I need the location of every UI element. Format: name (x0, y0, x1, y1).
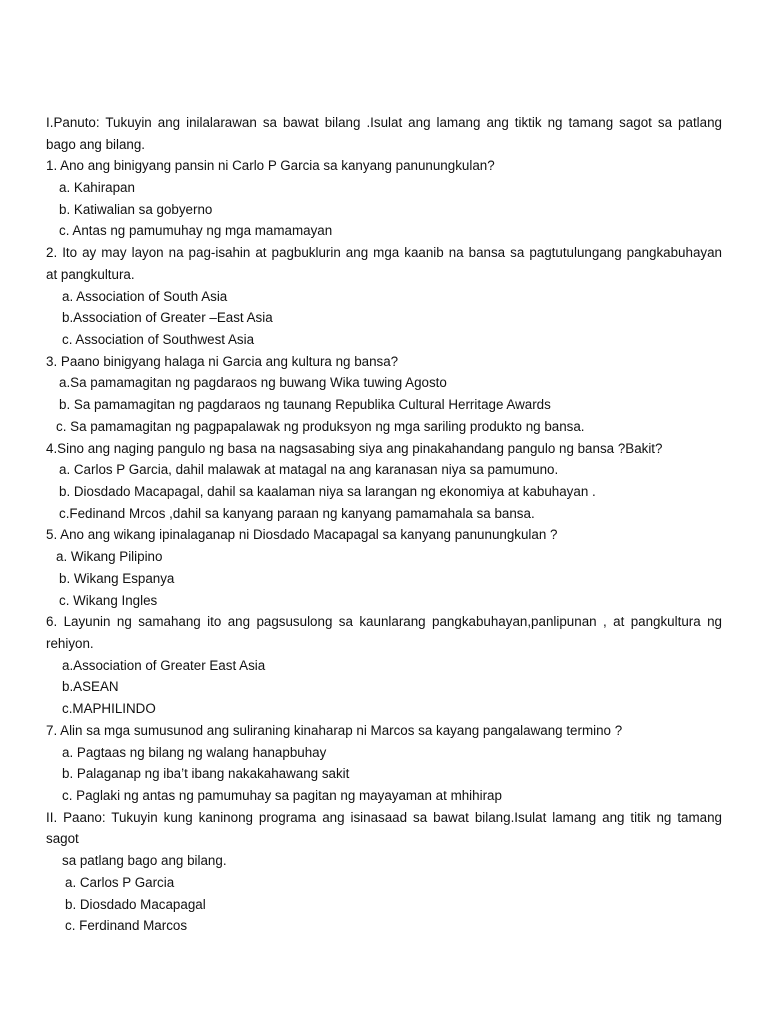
section2-choice-b: b. Diosdado Macapagal (65, 897, 206, 912)
question-5: 5. Ano ang wikang ipinalaganap ni Diosdado Macapagal sa kanyang panunungkulan ? (46, 527, 558, 542)
section2-choice-c: c. Ferdinand Marcos (65, 918, 188, 933)
question-3: 3. Paano binigyang halaga ni Garcia ang kultura ng bansa? (46, 354, 399, 369)
question-3-choice-a: a.Sa pamamagitan ng pagdaraos ng buwang Wika tuwing Agosto (59, 375, 447, 390)
section2-choice-a: a. Carlos P Garcia (65, 875, 175, 890)
section2-instruction-cont-2: sa patlang bago ang bilang. (62, 853, 227, 868)
question-4-choice-a: a. Carlos P Garcia, dahil malawak at matagal na ang karanasan niya sa pamumuno. (59, 462, 559, 477)
question-1-choice-c: c. Antas ng pamumuhay ng mga mamamayan (59, 223, 333, 238)
question-3-choice-c: c. Sa pamamagitan ng pagpapalawak ng produksyon ng mga sariling produkto ng bansa. (56, 419, 585, 434)
question-2-cont: at pangkultura. (46, 267, 135, 282)
question-6-choice-c: c.MAPHILINDO (62, 701, 156, 716)
question-2: 2. Ito ay may layon na pag-isahin at pagbuklurin ang mga kaanib na bansa sa pagtutulungang pangkabuhayan (46, 245, 722, 260)
question-7-choice-c: c. Paglaki ng antas ng pamumuhay sa pagitan ng mayayaman at mhihirap (62, 788, 502, 803)
question-6-cont: rehiyon. (46, 636, 94, 651)
question-5-choice-c: c. Wikang Ingles (59, 593, 158, 608)
question-6: 6. Layunin ng samahang ito ang pagsusulong sa kaunlarang pangkabuhayan,panlipunan , at pangkultura ng (46, 614, 722, 629)
question-3-choice-b: b. Sa pamamagitan ng pagdaraos ng taunang Republika Cultural Herritage Awards (59, 397, 551, 412)
question-4-choice-b: b. Diosdado Macapagal, dahil sa kaalaman niya sa larangan ng ekonomiya at kabuhayan . (59, 484, 596, 499)
question-6-choice-a: a.Association of Greater East Asia (62, 658, 266, 673)
section2-instruction-cont: sagot (46, 831, 79, 846)
question-6-choice-b: b.ASEAN (62, 679, 119, 694)
section1-instruction-cont: bago ang bilang. (46, 137, 146, 152)
question-2-choice-a: a. Association of South Asia (62, 289, 228, 304)
question-4-choice-c: c.Fedinand Mrcos ,dahil sa kanyang paraan ng kanyang pamamahala sa bansa. (59, 506, 535, 521)
question-2-choice-b: b.Association of Greater –East Asia (62, 310, 273, 325)
question-7: 7. Alin sa mga sumusunod ang suliraning kinaharap ni Marcos sa kayang pangalawang termino ? (46, 723, 623, 738)
question-1-choice-a: a. Kahirapan (59, 180, 135, 195)
question-5-choice-a: a. Wikang Pilipino (56, 549, 163, 564)
question-2-choice-c: c. Association of Southwest Asia (62, 332, 255, 347)
question-7-choice-b: b. Palaganap ng iba’t ibang nakakahawang sakit (62, 766, 350, 781)
question-4: 4.Sino ang naging pangulo ng basa na nagsasabing siya ang pinakahandang pangulo ng bansa ?Bakit? (46, 441, 663, 456)
section1-instruction: I.Panuto: Tukuyin ang inilalarawan sa bawat bilang .Isulat ang lamang ang tiktik ng tamang sagot sa patlang (46, 115, 722, 130)
section2-instruction: II. Paano: Tukuyin kung kaninong programa ang isinasaad sa bawat bilang.Isulat lamang ang titik ng tamang (46, 810, 722, 825)
question-1-choice-b: b. Katiwalian sa gobyerno (59, 202, 213, 217)
question-5-choice-b: b. Wikang Espanya (59, 571, 175, 586)
question-7-choice-a: a. Pagtaas ng bilang ng walang hanapbuhay (62, 745, 327, 760)
question-1: 1. Ano ang binigyang pansin ni Carlo P Garcia sa kanyang panunungkulan? (46, 158, 495, 173)
